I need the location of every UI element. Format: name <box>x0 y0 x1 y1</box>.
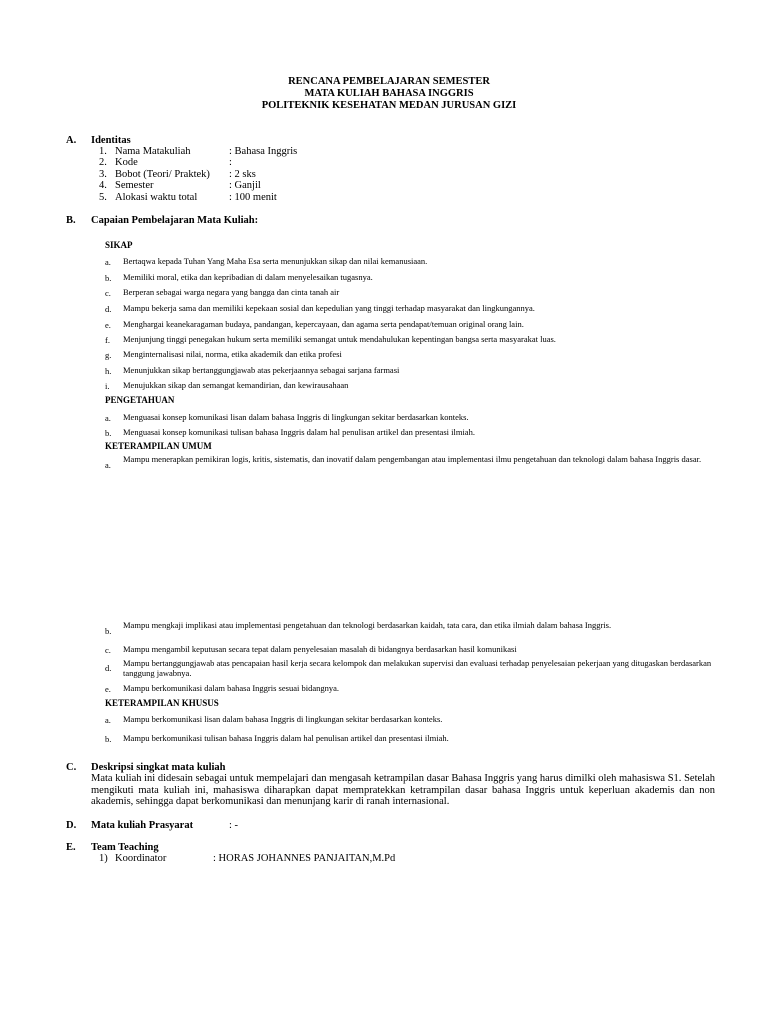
identity-row-number: 4. <box>99 180 107 191</box>
list-item: Menjunjung tinggi penegakan hukum serta memiliki semangat untuk mendahulukan kepentingan bangsa serta masyarakat luas. <box>123 334 556 344</box>
sikap-heading: SIKAP <box>105 240 133 250</box>
team-row-number: 1) <box>99 853 108 864</box>
list-marker: h. <box>105 366 112 376</box>
list-marker: a. <box>105 413 111 423</box>
list-item: Berperan sebagai warga negara yang bangga dan cinta tanah air <box>123 287 340 297</box>
keterampilan-khusus-heading: KETERAMPILAN KHUSUS <box>105 698 219 708</box>
section-c-letter: C. <box>66 762 77 773</box>
list-marker: f. <box>105 335 110 345</box>
section-b-letter: B. <box>66 215 76 226</box>
pengetahuan-heading: PENGETAHUAN <box>105 395 175 405</box>
team-row-value: : HORAS JOHANNES PANJAITAN,M.Pd <box>213 853 396 864</box>
list-marker: e. <box>105 684 111 694</box>
identity-row-value: : <box>229 157 232 168</box>
list-item: Mampu berkomunikasi dalam bahasa Inggris sesuai bidangnya. <box>123 683 339 693</box>
identity-row-number: 1. <box>99 146 107 157</box>
prerequisite-value: : - <box>229 820 239 831</box>
identity-row-number: 5. <box>99 192 107 203</box>
identity-row-number: 2. <box>99 157 107 168</box>
list-marker: d. <box>105 663 112 673</box>
list-item: Menghargai keanekaragaman budaya, pandangan, kepercayaan, dan agama serta pendapat/temuan original orang lain. <box>123 319 524 329</box>
list-marker: b. <box>105 626 112 636</box>
list-marker: g. <box>105 350 112 360</box>
keterampilan-umum-heading: KETERAMPILAN UMUM <box>105 441 212 451</box>
section-a-letter: A. <box>66 135 77 146</box>
identity-row-value: : Bahasa Inggris <box>229 146 298 157</box>
list-marker: c. <box>105 288 111 298</box>
section-e-title: Team Teaching <box>91 842 159 853</box>
list-marker: a. <box>105 715 111 725</box>
team-row-label: Koordinator <box>115 853 167 864</box>
list-item: Menguasai konsep komunikasi lisan dalam bahasa Inggris di lingkungan sekitar berdasarkan konteks. <box>123 412 469 422</box>
list-item: Menujukkan sikap dan semangat kemandirian, dan kewirausahaan <box>123 380 349 390</box>
list-marker: b. <box>105 273 112 283</box>
list-item: Mampu berkomunikasi lisan dalam bahasa Inggris di lingkungan sekitar berdasarkan konteks. <box>123 714 443 724</box>
list-item: Menunjukkan sikap bertanggungjawab atas pekerjaannya sebagai sarjana farmasi <box>123 365 400 375</box>
list-item: Mampu bekerja sama dan memiliki kepekaan sosial dan kepedulian yang tinggi terhadap masyarakat dan lingkungannya. <box>123 303 535 313</box>
list-item: Mampu bertanggungjawab atas pencapaian hasil kerja secara kelompok dan melakukan supervisi dan evaluasi terhadap penyelesaian pekerjaan yang ditugaskan berdasarkan tanggung jawabnya. <box>123 658 712 678</box>
section-b-title: Capaian Pembelajaran Mata Kuliah: <box>91 215 259 226</box>
list-item: Mampu berkomunikasi tulisan bahasa Inggris dalam hal penulisan artikel dan presentasi ilmiah. <box>123 733 449 743</box>
identity-row-value: : 2 sks <box>229 169 256 180</box>
doc-title-line-3: POLITEKNIK KESEHATAN MEDAN JURUSAN GIZI <box>261 100 517 111</box>
list-item: Memiliki moral, etika dan kepribadian di dalam menyelesaikan tugasnya. <box>123 272 373 282</box>
list-marker: a. <box>105 257 111 267</box>
section-a-title: Identitas <box>91 135 131 146</box>
list-marker: a. <box>105 460 111 470</box>
doc-title-line-1: RENCANA PEMBELAJARAN SEMESTER <box>288 76 490 87</box>
identity-row-label: Kode <box>115 157 138 168</box>
identity-row-label: Alokasi waktu total <box>115 192 198 203</box>
section-c-title: Deskripsi singkat mata kuliah <box>91 762 226 773</box>
list-item: Mampu menerapkan pemikiran logis, kritis, sistematis, dan inovatif dalam pengembangan atau implementasi ilmu pengetahuan dan teknologi dalam bahasa Inggris dasar. <box>123 454 702 464</box>
list-marker: c. <box>105 645 111 655</box>
identity-row-label: Nama Matakuliah <box>115 146 191 157</box>
section-d-letter: D. <box>66 820 77 831</box>
list-item: Bertaqwa kepada Tuhan Yang Maha Esa serta menunjukkan sikap dan nilai kemanusiaan. <box>123 256 428 266</box>
section-e-letter: E. <box>66 842 76 853</box>
list-item: Menguasai konsep komunikasi tulisan bahasa Inggris dalam hal penulisan artikel dan presentasi ilmiah. <box>123 427 475 437</box>
section-d-title: Mata kuliah Prasyarat <box>91 820 194 831</box>
list-marker: d. <box>105 304 112 314</box>
identity-row-number: 3. <box>99 169 107 180</box>
identity-row-label: Bobot (Teori/ Praktek) <box>115 169 210 180</box>
list-item: Menginternalisasi nilai, norma, etika akademik dan etika profesi <box>123 349 342 359</box>
list-item: Mampu mengambil keputusan secara tepat dalam penyelesaian masalah di bidangnya berdasarkan hasil komunikasi <box>123 644 517 654</box>
list-item: Mampu mengkaji implikasi atau implementasi pengetahuan dan teknologi berdasarkan kaidah, tata cara, dan etika ilmiah dalam bahasa Inggris. <box>123 620 612 630</box>
list-marker: b. <box>105 734 112 744</box>
list-marker: e. <box>105 320 111 330</box>
identity-row-value: : Ganjil <box>229 180 261 191</box>
list-marker: b. <box>105 428 112 438</box>
identity-row-value: : 100 menit <box>229 192 277 203</box>
list-marker: i. <box>105 381 110 391</box>
identity-row-label: Semester <box>115 180 154 191</box>
doc-title-line-2: MATA KULIAH BAHASA INGGRIS <box>304 88 474 99</box>
course-description: Mata kuliah ini didesain sebagai untuk mempelajari dan mengasah ketrampilan dasar Bahasa Inggris yang harus dimilki oleh mahasiswa S1. Setelah mengikuti mata kuliah ini, mahasiswa diharapkan dapat mempratekkan ketrampilan dasar bahasa Inggris untuk keperluan akademis dan non akademis, sehingga dapat berkomunikasi dan menunjang karir di ranah internasional. <box>91 773 715 808</box>
